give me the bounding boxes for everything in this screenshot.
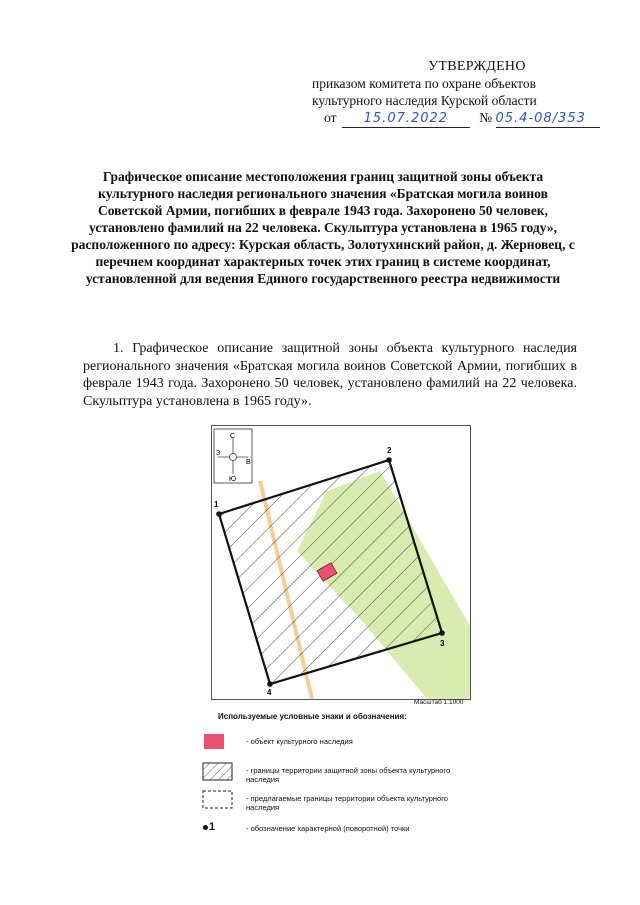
scale-label: Масштаб 1:1000 — [414, 699, 464, 706]
point-2-marker — [386, 457, 392, 463]
legend-point-label: 1 — [209, 821, 216, 833]
legend-hatched-symbol — [202, 762, 233, 779]
legend-title: Используемые условные знаки и обозначения: — [218, 712, 407, 721]
compass-west: З — [216, 450, 221, 457]
compass-rose — [214, 429, 252, 483]
legend-point-symbol — [203, 821, 215, 833]
site-plan-svg — [212, 426, 470, 699]
point-dot-icon — [203, 825, 208, 830]
number-field — [496, 109, 600, 128]
point-3-label: 3 — [440, 639, 445, 648]
legend-object-symbol — [202, 733, 233, 750]
legend-dashed-text: - предлагаемые границы территории объекта культурного наследия — [246, 794, 448, 812]
legend-object-text: - объект культурного наследия — [246, 737, 353, 746]
legend-hatched-text: - границы территории защитной зоны объекта культурного наследия — [246, 766, 451, 784]
point-4-marker — [267, 681, 273, 687]
date-field — [342, 109, 470, 128]
legend-point-text: - обозначение характерной (поворотной) точки — [246, 824, 410, 833]
paragraph-text: 1. Графическое описание защитной зоны объекта культурного наследия регионального значения «Братская могила воинов Советской Армии, погибших в феврале 1943 года. Захоронено 50 человек, установлено фамилий на 22 человека. Скульптура установлена в 1965 году». — [83, 341, 577, 409]
point-3-marker — [439, 630, 445, 636]
from-label: от — [324, 110, 337, 125]
number-handwritten: 05.4-08/353 — [495, 111, 586, 126]
approval-heading: УТВЕРЖДЕНО — [428, 59, 526, 74]
compass-south: Ю — [229, 476, 237, 483]
approval-signature-line — [312, 109, 612, 131]
number-label: № — [479, 110, 493, 125]
site-plan-map — [211, 425, 471, 700]
document-title: Графическое описание местоположения границ защитной зоны объекта культурного наследия регионального значения «Братская могила воинов Советской Армии, погибших в феврале 1943 года. Захоронено 50 человек, установлено фамилий на 22 человека. Скульптура установлена в 1965 году», расположенного по адресу: Курская область, Золотухинский район, д. Жерновец, с перечнем координат характерных точек этих границ в системе координат, установленной для ведения Единого государственного реестра недвижимости — [71, 169, 575, 286]
approval-line-2: культурного наследия Курской области — [312, 93, 537, 108]
approval-line-1: приказом комитета по охране объектов — [312, 76, 536, 91]
date-handwritten: 15.07.2022 — [363, 111, 449, 126]
point-4-label: 4 — [267, 688, 272, 697]
point-2-label: 2 — [387, 446, 392, 455]
section-paragraph — [83, 340, 577, 410]
compass-east: В — [246, 459, 251, 466]
approval-block — [312, 58, 612, 131]
compass-north: С — [230, 433, 236, 440]
legend-dashed-symbol — [202, 790, 233, 807]
point-1-label: 1 — [214, 500, 219, 509]
point-1-marker — [216, 511, 222, 517]
